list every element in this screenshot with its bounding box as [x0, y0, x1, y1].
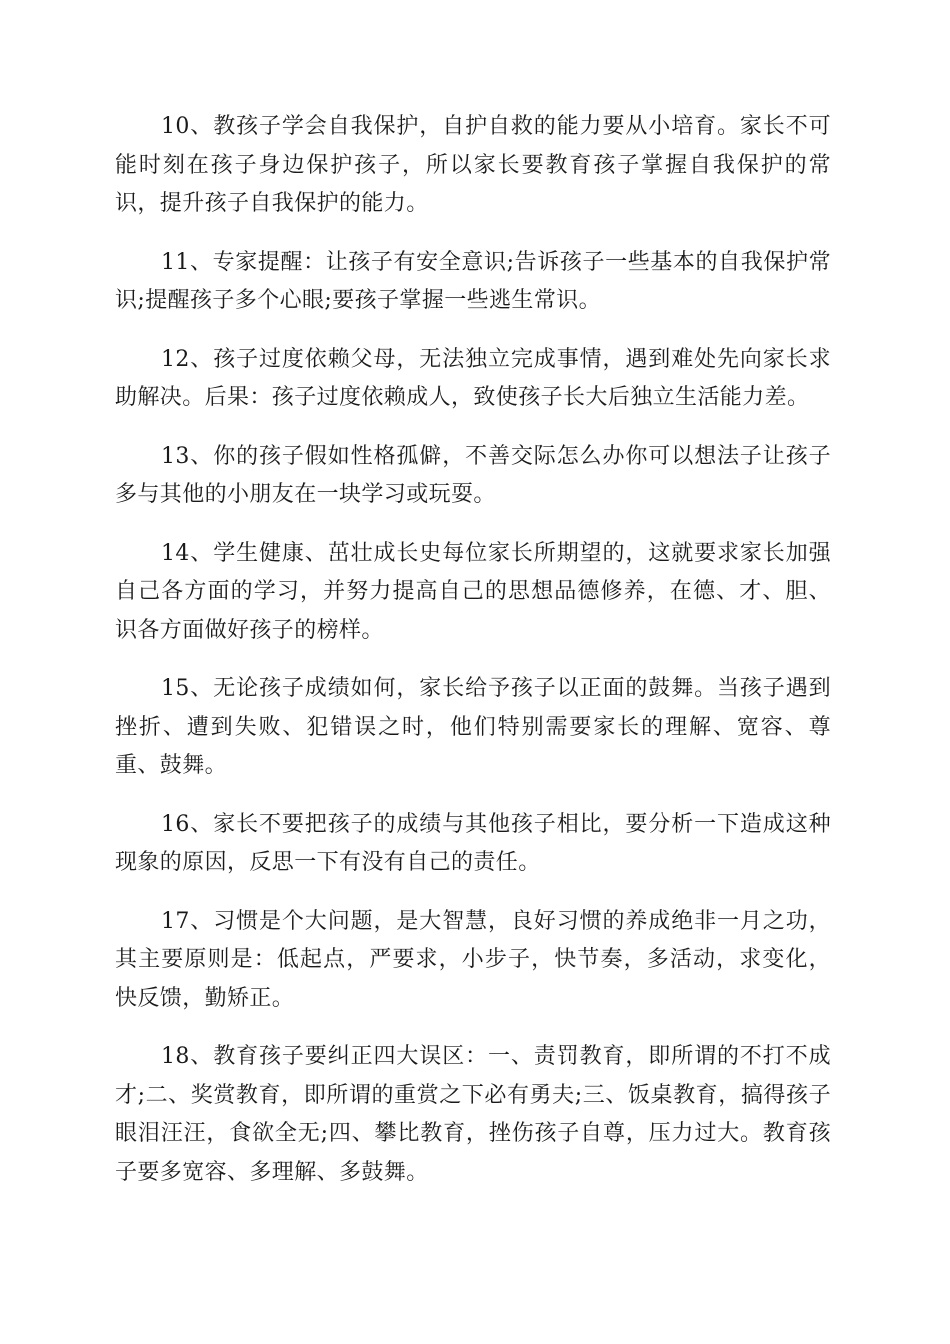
paragraph-18: 18、教育孩子要纠正四大误区：一、责罚教育，即所谓的不打不成才;二、奖赏教育，即所谓的重赏之下必有勇夫;三、饭桌教育，搞得孩子眼泪汪汪，食欲全无;四、攀比教育，挫伤孩子自尊，压力过大。教育孩子要多宽容、多理解、多鼓舞。: [115, 1044, 831, 1185]
paragraph-16: 16、家长不要把孩子的成绩与其他孩子相比，要分析一下造成这种现象的原因，反思一下有没有自己的责任。: [115, 811, 831, 875]
paragraph-12: 12、孩子过度依赖父母，无法独立完成事情，遇到难处先向家长求助解决。后果：孩子过度依赖成人，致使孩子长大后独立生活能力差。: [115, 346, 831, 410]
paragraph-17: 17、习惯是个大问题，是大智慧，良好习惯的养成绝非一月之功，其主要原则是：低起点，严要求，小步子，快节奏，多活动，求变化，快反馈，勤矫正。: [115, 908, 831, 1011]
document-page: [115, 108, 831, 1212]
paragraph-10: 10、教孩子学会自我保护，自护自救的能力要从小培育。家长不可能时刻在孩子身边保护孩子，所以家长要教育孩子掌握自我保护的常识，提升孩子自我保护的能力。: [115, 114, 831, 216]
paragraph-14: 14、学生健康、茁壮成长史每位家长所期望的，这就要求家长加强自己各方面的学习，并努力提高自己的思想品德修养，在德、才、胆、识各方面做好孩子的榜样。: [115, 540, 831, 643]
paragraph-15: 15、无论孩子成绩如何，家长给予孩子以正面的鼓舞。当孩子遇到挫折、遭到失败、犯错误之时，他们特别需要家长的理解、宽容、尊重、鼓舞。: [115, 676, 831, 778]
paragraph-11: 11、专家提醒：让孩子有安全意识;告诉孩子一些基本的自我保护常识;提醒孩子多个心眼;要孩子掌握一些逃生常识。: [115, 249, 831, 313]
paragraph-13: 13、你的孩子假如性格孤僻，不善交际怎么办你可以想法子让孩子多与其他的小朋友在一块学习或玩耍。: [115, 443, 831, 507]
